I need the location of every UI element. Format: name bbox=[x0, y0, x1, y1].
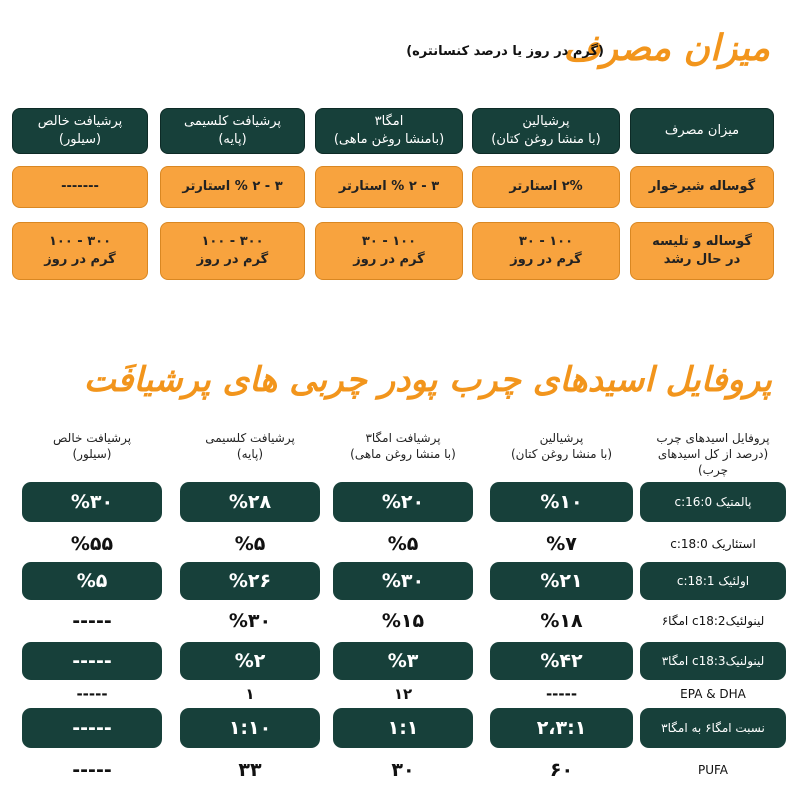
profile-cell-6-2: ۱:۱ bbox=[333, 708, 473, 748]
profile-cell-3-4: ----- bbox=[72, 610, 112, 632]
intake-header-1: پرشیالین (با منشا روغن کتان) bbox=[472, 108, 620, 154]
profile-cell-2-3: %۲۶ bbox=[180, 562, 320, 600]
intake-header-2: امگا۳ (بامنشا روغن ماهی) bbox=[315, 108, 463, 154]
profile-cell-6-1: ۲،۳:۱ bbox=[490, 708, 633, 748]
intake-cell-2-2: ۱۰۰ - ۳۰ گرم در روز bbox=[315, 222, 463, 280]
profile-header-0: پروفایل اسیدهای چرب (درصد از کل اسیدهای چرب) bbox=[656, 431, 770, 478]
intake-cell-1-0: گوساله شیرخوار bbox=[630, 166, 774, 208]
profile-cell-1-2: %۵ bbox=[387, 533, 419, 555]
intake-cell-1-1: ۲% استارتر bbox=[472, 166, 620, 208]
profile-header-4: پرشیافت خالص (سیلور) bbox=[52, 431, 132, 462]
profile-cell-2-1: %۲۱ bbox=[490, 562, 633, 600]
profile-row-label-7: PUFA bbox=[697, 763, 729, 777]
profile-row-label-0: پالمتیک c:16:0 bbox=[640, 482, 786, 522]
profile-cell-3-2: %۱۵ bbox=[381, 610, 425, 632]
profile-cell-3-3: %۳۰ bbox=[228, 610, 272, 632]
profile-row-label-3: لینولئیکc18:2 امگا۶ bbox=[661, 614, 765, 628]
intake-cell-2-1: ۱۰۰ - ۳۰ گرم در روز bbox=[472, 222, 620, 280]
profile-cell-7-3: ۳۳ bbox=[238, 759, 262, 781]
profile-row-label-5: EPA & DHA bbox=[680, 687, 746, 701]
profile-cell-0-3: %۲۸ bbox=[180, 482, 320, 522]
profile-cell-1-4: %۵۵ bbox=[70, 533, 114, 555]
profile-cell-7-4: ----- bbox=[72, 759, 112, 781]
profile-cell-4-3: %۲ bbox=[180, 642, 320, 680]
profile-cell-0-2: %۲۰ bbox=[333, 482, 473, 522]
intake-cell-2-4: ۳۰۰ - ۱۰۰ گرم در روز bbox=[12, 222, 148, 280]
intake-cell-1-4: ------- bbox=[12, 166, 148, 208]
intake-subtitle: (گرم در روز یا درصد کنسانتره) bbox=[406, 44, 604, 59]
profile-header-1: پرشیالین (با منشا روغن کتان) bbox=[510, 431, 612, 462]
profile-row-label-6: نسبت امگا۶ به امگا۳ bbox=[640, 708, 786, 748]
profile-cell-4-2: %۳ bbox=[333, 642, 473, 680]
profile-cell-7-1: ۶۰ bbox=[549, 759, 574, 781]
profile-cell-5-4: ----- bbox=[76, 685, 108, 703]
profile-header-3: پرشیافت کلسیمی (پایه) bbox=[205, 431, 295, 462]
profile-cell-5-2: ۱۲ bbox=[393, 685, 413, 703]
profile-header-2: پرشیافت امگا۳ (با منشا روغن ماهی) bbox=[350, 431, 456, 462]
intake-cell-2-0: گوساله و تلیسه در حال رشد bbox=[630, 222, 774, 280]
profile-cell-0-4: %۳۰ bbox=[22, 482, 162, 522]
profile-cell-2-2: %۳۰ bbox=[333, 562, 473, 600]
profile-row-label-2: اولئیک c:18:1 bbox=[640, 562, 786, 600]
profile-cell-0-1: %۱۰ bbox=[490, 482, 633, 522]
profile-title: پروفایل اسیدهای چرب پودر چربی های پرشیافَت bbox=[83, 360, 772, 400]
profile-cell-6-4: ----- bbox=[22, 708, 162, 748]
profile-cell-3-1: %۱۸ bbox=[540, 610, 583, 632]
intake-title: میزان مصرف bbox=[563, 28, 770, 69]
profile-cell-7-2: ۳۰ bbox=[391, 759, 415, 781]
profile-cell-4-4: ----- bbox=[22, 642, 162, 680]
profile-cell-5-3: ۱ bbox=[245, 685, 255, 703]
profile-cell-1-1: %۷ bbox=[546, 533, 577, 555]
profile-cell-1-3: %۵ bbox=[234, 533, 266, 555]
profile-cell-4-1: %۴۲ bbox=[490, 642, 633, 680]
intake-cell-1-2: ۳ - ۲ % استارتر bbox=[315, 166, 463, 208]
intake-cell-2-3: ۳۰۰ - ۱۰۰ گرم در روز bbox=[160, 222, 305, 280]
profile-row-label-4: لینولنیکc18:3 امگا۳ bbox=[640, 642, 786, 680]
profile-cell-5-1: ----- bbox=[545, 685, 578, 703]
profile-cell-2-4: %۵ bbox=[22, 562, 162, 600]
profile-cell-6-3: ۱:۱۰ bbox=[180, 708, 320, 748]
intake-header-3: پرشیافت کلسیمی (پایه) bbox=[160, 108, 305, 154]
profile-row-label-1: استئاریک c:18:0 bbox=[670, 537, 756, 551]
intake-header-4: پرشیافت خالص (سیلور) bbox=[12, 108, 148, 154]
intake-header-0: میزان مصرف bbox=[630, 108, 774, 154]
intake-cell-1-3: ۳ - ۲ % استارتر bbox=[160, 166, 305, 208]
